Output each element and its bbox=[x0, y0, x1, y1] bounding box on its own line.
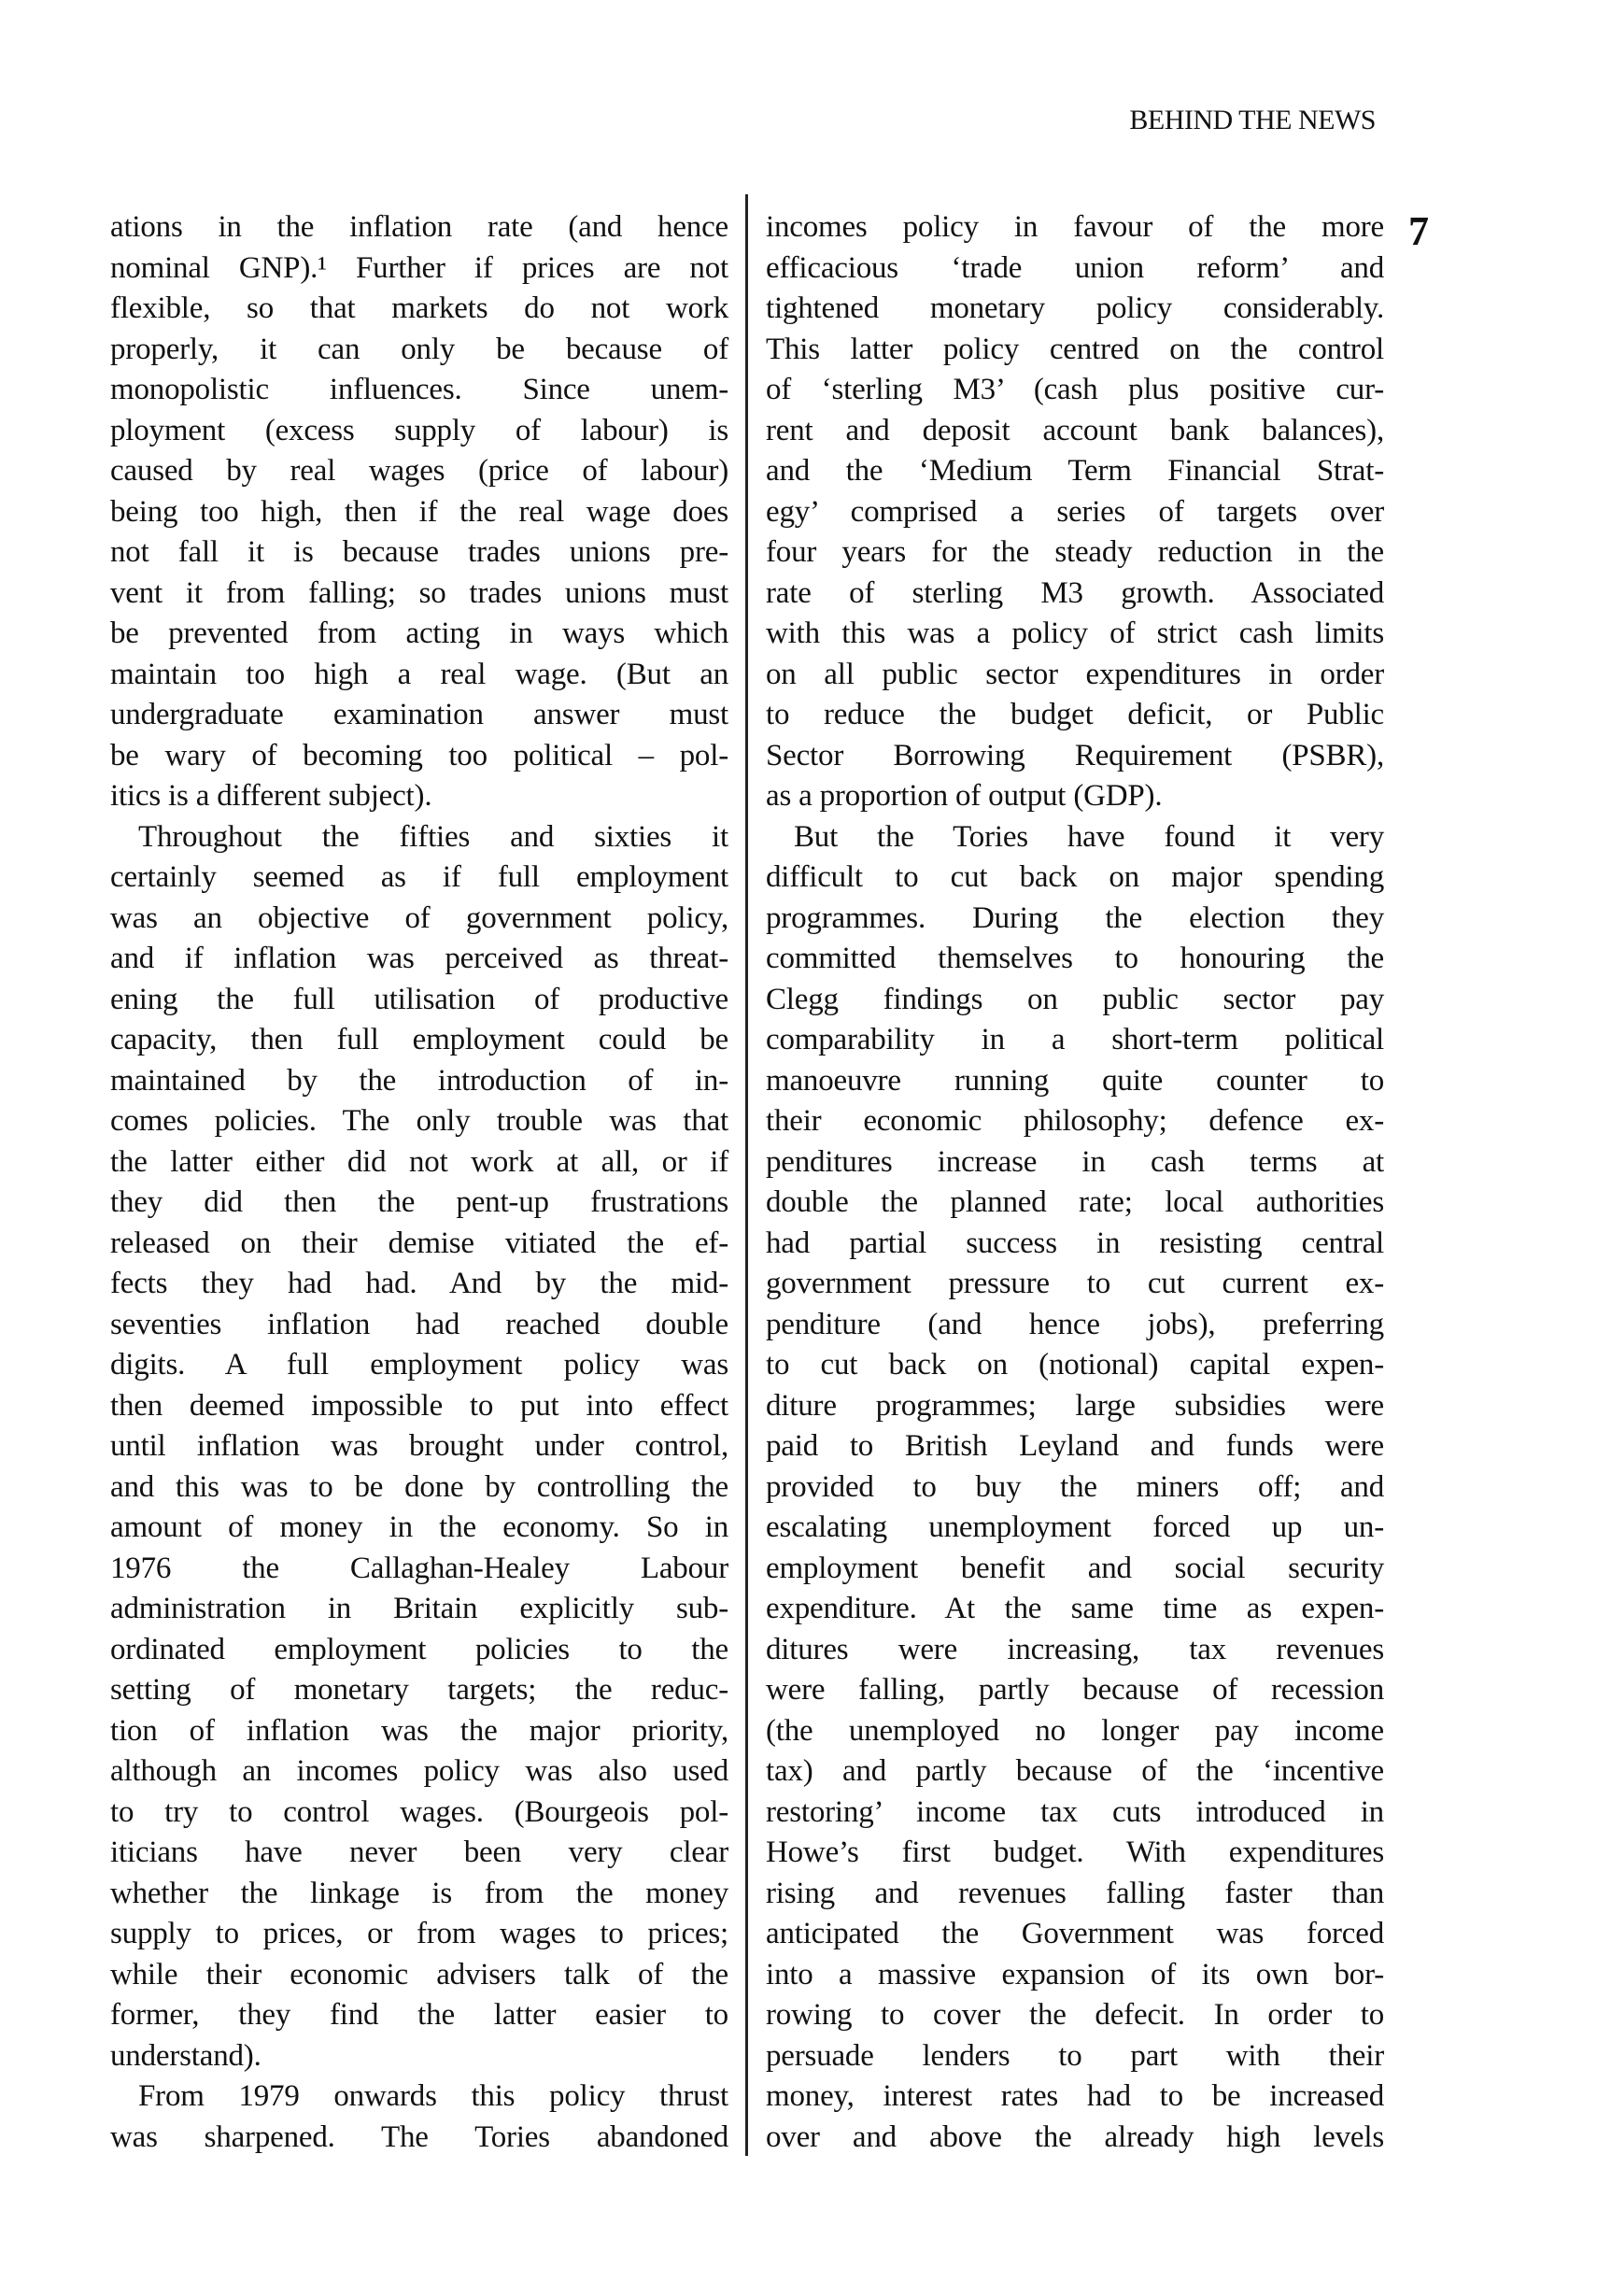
text-line: digits. A full employment policy was bbox=[110, 1348, 728, 1382]
text-line: egy’ comprised a series of targets over bbox=[766, 494, 1384, 529]
text-line: maintained by the introduction of in- bbox=[110, 1063, 728, 1098]
text-line: government pressure to cut current ex- bbox=[766, 1267, 1384, 1300]
text-line: nominal GNP).¹ Further if prices are not bbox=[110, 250, 728, 285]
text-line: Clegg findings on public sector pay bbox=[766, 982, 1384, 1016]
text-line: paid to British Leyland and funds were bbox=[766, 1429, 1384, 1463]
text-line: whether the linkage is from the money bbox=[110, 1876, 728, 1910]
text-line: difficult to cut back on major spending bbox=[766, 860, 1384, 894]
text-line: be prevented from acting in ways which bbox=[110, 617, 728, 650]
text-line: understand). bbox=[110, 2038, 261, 2073]
text-line: they did then the pent-up frustrations bbox=[110, 1185, 728, 1219]
running-head: BEHIND THE NEWS bbox=[1129, 105, 1376, 135]
text-line: of ‘sterling M3’ (cash plus positive cur- bbox=[766, 373, 1384, 406]
text-line: into a massive expansion of its own bor- bbox=[766, 1957, 1384, 1991]
text-line: to reduce the budget deficit, or Public bbox=[766, 698, 1384, 731]
text-line: penditure (and hence jobs), preferring bbox=[766, 1307, 1384, 1341]
text-line: rent and deposit account bank balances), bbox=[766, 413, 1384, 447]
text-line: restoring’ income tax cuts introduced in bbox=[766, 1794, 1384, 1829]
text-line: tion of inflation was the major priority, bbox=[110, 1713, 728, 1748]
text-line: Throughout the fifties and sixties it bbox=[138, 819, 728, 854]
text-line: was an objective of government policy, bbox=[110, 900, 728, 935]
text-line: ditures were increasing, tax revenues bbox=[766, 1632, 1384, 1666]
text-line: diture programmes; large subsidies were bbox=[766, 1388, 1384, 1423]
text-line: were falling, partly because of recession bbox=[766, 1673, 1384, 1707]
text-line: monopolistic influences. Since unem- bbox=[110, 373, 728, 406]
text-line: penditures increase in cash terms at bbox=[766, 1144, 1384, 1179]
text-line: This latter policy centred on the control bbox=[766, 332, 1384, 366]
text-line: then deemed impossible to put into effect bbox=[110, 1388, 728, 1423]
text-line: anticipated the Government was forced bbox=[766, 1917, 1384, 1950]
text-line: ations in the inflation rate (and hence bbox=[110, 210, 728, 244]
text-line: Howe’s first budget. With expenditures bbox=[766, 1835, 1384, 1869]
text-line: former, they find the latter easier to bbox=[110, 1998, 728, 2032]
text-line: rowing to cover the defecit. In order to bbox=[766, 1998, 1384, 2032]
text-line: be wary of becoming too political – pol- bbox=[110, 738, 728, 772]
text-line: as a proportion of output (GDP). bbox=[766, 779, 1163, 813]
left-column bbox=[110, 207, 728, 2158]
text-line: undergraduate examination answer must bbox=[110, 698, 728, 731]
text-line: escalating unemployment forced up un- bbox=[766, 1510, 1384, 1544]
text-line: fects they had had. And by the mid- bbox=[110, 1267, 728, 1300]
text-line: seventies inflation had reached double bbox=[110, 1307, 728, 1341]
text-line: released on their demise vitiated the ef- bbox=[110, 1226, 728, 1260]
text-line: supply to prices, or from wages to prices; bbox=[110, 1917, 728, 1950]
text-line: the latter either did not work at all, or if bbox=[110, 1144, 728, 1179]
text-line: with this was a policy of strict cash limits bbox=[766, 617, 1384, 650]
text-line: From 1979 onwards this policy thrust bbox=[138, 2079, 728, 2113]
text-line: on all public sector expenditures in order bbox=[766, 657, 1384, 691]
text-line: Sector Borrowing Requirement (PSBR), bbox=[766, 738, 1384, 772]
text-line: capacity, then full employment could be bbox=[110, 1023, 728, 1056]
text-line: maintain too high a real wage. (But an bbox=[110, 657, 728, 691]
text-line: caused by real wages (price of labour) bbox=[110, 454, 728, 488]
text-line: tightened monetary policy considerably. bbox=[766, 291, 1384, 325]
text-line: tax) and partly because of the ‘incentive bbox=[766, 1754, 1384, 1788]
text-line: ordinated employment policies to the bbox=[110, 1632, 728, 1666]
text-line: and if inflation was perceived as threat- bbox=[110, 942, 728, 975]
text-line: money, interest rates had to be increased bbox=[766, 2079, 1384, 2113]
text-line: (the unemployed no longer pay income bbox=[766, 1713, 1384, 1748]
text-line: manoeuvre running quite counter to bbox=[766, 1063, 1384, 1098]
text-line: provided to buy the miners off; and bbox=[766, 1469, 1384, 1504]
text-line: properly, it can only be because of bbox=[110, 332, 728, 366]
text-line: persuade lenders to part with their bbox=[766, 2038, 1384, 2073]
text-line: not fall it is because trades unions pre- bbox=[110, 535, 728, 569]
text-line: four years for the steady reduction in the bbox=[766, 535, 1384, 569]
text-line: was sharpened. The Tories abandoned bbox=[110, 2119, 728, 2154]
column-divider bbox=[745, 194, 748, 2156]
text-line: But the Tories have found it very bbox=[794, 819, 1384, 854]
text-line: 1976 the Callaghan-Healey Labour bbox=[110, 1551, 728, 1585]
text-line: rate of sterling M3 growth. Associated bbox=[766, 575, 1384, 610]
text-line: expenditure. At the same time as expen- bbox=[766, 1592, 1384, 1625]
text-line: to try to control wages. (Bourgeois pol- bbox=[110, 1794, 728, 1829]
text-line: amount of money in the economy. So in bbox=[110, 1510, 728, 1544]
text-line: ployment (excess supply of labour) is bbox=[110, 413, 728, 447]
text-line: itics is a different subject). bbox=[110, 779, 432, 813]
text-line: double the planned rate; local authorities bbox=[766, 1185, 1384, 1219]
text-line: until inflation was brought under control, bbox=[110, 1429, 728, 1463]
text-line: employment benefit and social security bbox=[766, 1551, 1384, 1585]
text-line: while their economic advisers talk of the bbox=[110, 1957, 728, 1991]
text-line: vent it from falling; so trades unions must bbox=[110, 575, 728, 610]
text-line: rising and revenues falling faster than bbox=[766, 1876, 1384, 1910]
text-line: their economic philosophy; defence ex- bbox=[766, 1104, 1384, 1138]
text-line: efficacious ‘trade union reform’ and bbox=[766, 250, 1384, 285]
text-line: programmes. During the election they bbox=[766, 900, 1384, 935]
text-line: to cut back on (notional) capital expen- bbox=[766, 1348, 1384, 1382]
page-number: 7 bbox=[1408, 208, 1429, 254]
text-line: committed themselves to honouring the bbox=[766, 942, 1384, 975]
text-line: incomes policy in favour of the more bbox=[766, 210, 1384, 244]
text-line: ening the full utilisation of productive bbox=[110, 982, 728, 1016]
text-line: and this was to be done by controlling the bbox=[110, 1469, 728, 1504]
right-column bbox=[766, 207, 1384, 2158]
text-line: administration in Britain explicitly sub- bbox=[110, 1592, 728, 1625]
text-line: and the ‘Medium Term Financial Strat- bbox=[766, 454, 1384, 488]
text-line: comes policies. The only trouble was that bbox=[110, 1104, 728, 1138]
text-line: iticians have never been very clear bbox=[110, 1835, 728, 1869]
text-line: being too high, then if the real wage does bbox=[110, 494, 728, 529]
text-line: setting of monetary targets; the reduc- bbox=[110, 1673, 728, 1707]
text-line: although an incomes policy was also used bbox=[110, 1754, 728, 1788]
text-line: flexible, so that markets do not work bbox=[110, 291, 728, 325]
text-line: comparability in a short-term political bbox=[766, 1023, 1384, 1056]
text-line: certainly seemed as if full employment bbox=[110, 860, 728, 894]
text-line: had partial success in resisting central bbox=[766, 1226, 1384, 1260]
text-line: over and above the already high levels bbox=[766, 2119, 1384, 2154]
